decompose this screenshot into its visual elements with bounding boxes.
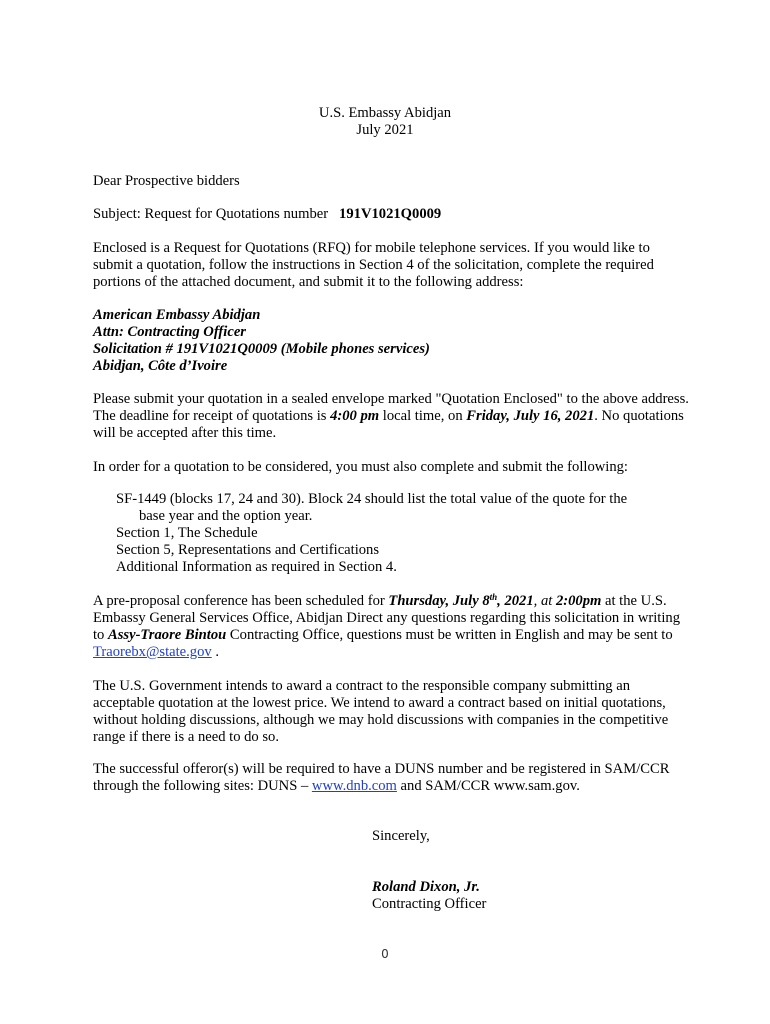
address-line-2: Attn: Contracting Officer [93,324,246,340]
requirements-intro-text: In order for a quotation to be considered, you must also complete and submit the following: [93,459,628,475]
requirements-list [116,491,686,576]
conference-day: Thursday, July 8 [388,593,490,609]
conference-part-4: . [211,644,219,660]
header-org: U.S. Embassy Abidjan [318,105,452,121]
contact-email-link[interactable]: Traorebx@state.gov [93,644,212,660]
address-line-3: Solicitation # 191V1021Q0009 (Mobile phones services) [93,341,430,357]
subject-number: 191V1021Q0009 [339,206,442,222]
registration-part-1: The successful offeror(s) will be required to have a DUNS number and be registered in SAM/CCR through the following sites: DUNS – [93,761,670,794]
conference-part-3: Contracting Office, questions must be written in English and may be sent to [226,627,673,643]
conference-contact: Assy-Traore Bintou [108,627,227,643]
requirement-item-1-continued: base year and the option year. [139,508,313,524]
address-line-4: Abidjan, Côte d’Ivoire [93,358,228,374]
submission-time: 4:00 pm [330,408,380,424]
address-line-1: American Embassy Abidjan [93,307,261,323]
submission-part-1: Please submit your quotation in a sealed envelope marked "Quotation Enclosed" to the above address. The deadline for receipt of quotations is [93,391,689,424]
conference-day-suffix: th [489,592,498,602]
signatory-title: Contracting Officer [372,896,487,912]
conference-paragraph [93,593,693,661]
conference-part-1: A pre-proposal conference has been scheduled for [93,593,389,609]
requirements-intro [93,459,693,476]
dnb-link[interactable]: www.dnb.com [311,778,397,794]
registration-paragraph [93,761,693,795]
requirement-item-4: Additional Information as required in Section 4. [116,559,397,575]
closing-text: Sincerely, [372,828,430,844]
submission-part-2: local time, on [379,408,467,424]
letter-header [0,105,770,139]
intro-paragraph [93,240,693,291]
header-date: July 2021 [356,122,414,138]
salutation [93,173,693,190]
submission-deadline: Friday, July 16, 2021 [466,408,595,424]
subject-line [93,206,693,223]
conference-year: , 2021 [497,593,534,609]
submission-paragraph [93,391,693,442]
intro-text: Enclosed is a Request for Quotations (RFQ) for mobile telephone services. If you would like to submit a quotation, follow the instructions in Section 4 of the solicitation, complete the required portions of the attached document, and submit it to the following address: [93,240,654,290]
page-number: 0 [381,947,389,961]
requirement-item-3: Section 5, Representations and Certifications [116,542,380,558]
closing [372,828,672,845]
subject-label: Subject: Request for Quotations number [93,206,329,222]
signature-block [372,879,672,913]
award-paragraph [93,678,693,746]
mailing-address [93,307,693,375]
requirement-item-2: Section 1, The Schedule [116,525,258,541]
registration-part-2: and SAM/CCR www.sam.gov. [396,778,580,794]
conference-part-2: at the U.S. Embassy General Services Office, Abidjan Direct any questions regarding this solicitation in writing to [93,593,680,643]
submission-part-3: . No quotations will be accepted after this time. [93,408,684,441]
conference-time: 2:00pm [555,593,602,609]
requirement-item-1: SF-1449 (blocks 17, 24 and 30). Block 24 should list the total value of the quote for the [116,491,628,507]
salutation-text: Dear Prospective bidders [93,173,240,189]
award-text: The U.S. Government intends to award a contract to the responsible company submitting an acceptable quotation at the lowest price. We intend to award a contract based on initial quotations, without holding discussions, although we may hold discussions with companies in the competitive range if there is a need to do so. [93,678,669,745]
conference-at: , at [533,593,556,609]
signatory-name: Roland Dixon, Jr. [372,879,480,895]
